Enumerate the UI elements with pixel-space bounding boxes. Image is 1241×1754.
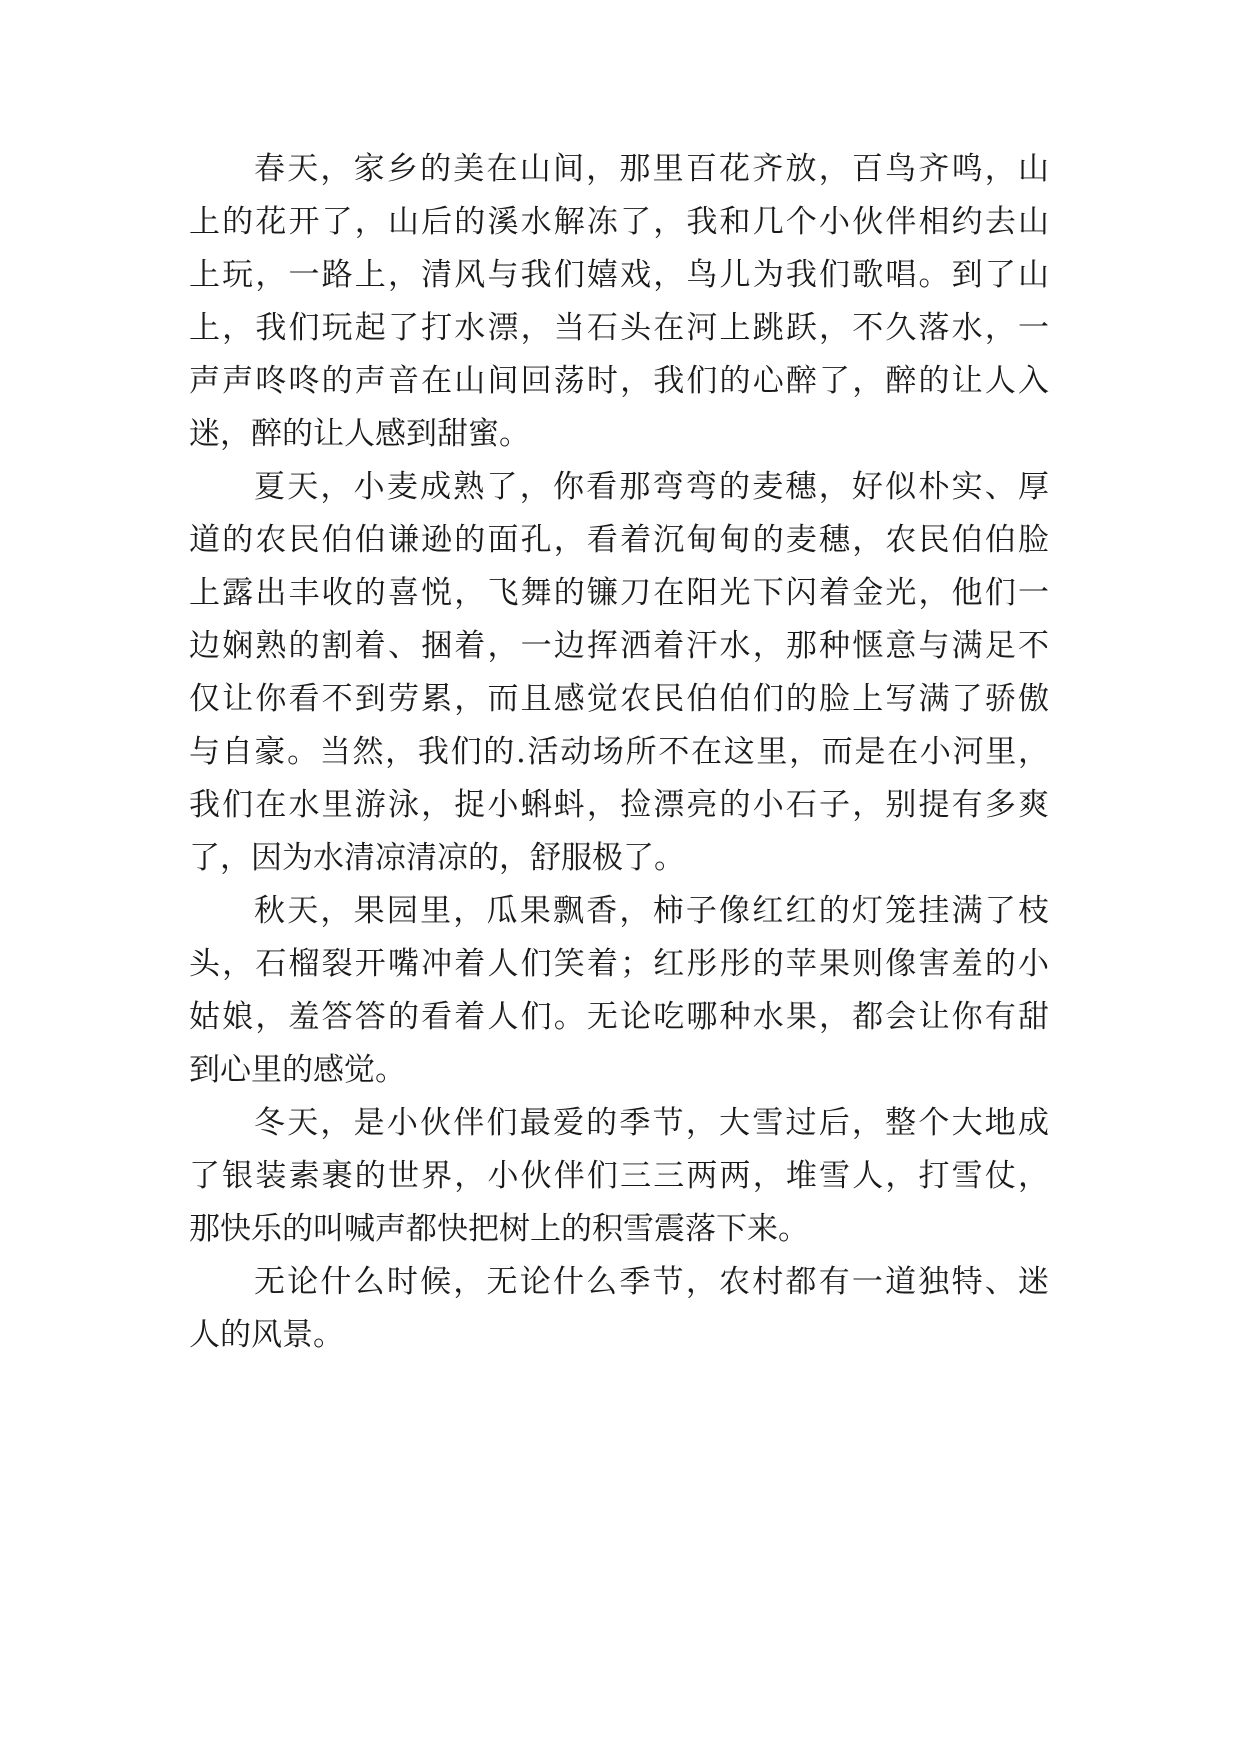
- text-line: 上露出丰收的喜悦，飞舞的镰刀在阳光下闪着金光，他们一: [189, 575, 1049, 611]
- text-line: 我们在水里游泳，捉小蝌蚪，捡漂亮的小石子，别提有多爽: [189, 787, 1049, 823]
- text-line: 秋天，果园里，瓜果飘香，柿子像红红的灯笼挂满了枝: [254, 893, 1049, 929]
- text-line: 无论什么时候，无论什么季节，农村都有一道独特、迷: [254, 1264, 1049, 1300]
- text-line: 仅让你看不到劳累，而且感觉农民伯伯们的脸上写满了骄傲: [189, 681, 1049, 717]
- text-line: 迷，醉的让人感到甜蜜。: [189, 416, 530, 452]
- text-line: 边娴熟的割着、捆着，一边挥洒着汗水，那种惬意与满足不: [189, 628, 1049, 664]
- text-line: 姑娘，羞答答的看着人们。无论吃哪种水果，都会让你有甜: [189, 999, 1049, 1035]
- text-line: 上的花开了，山后的溪水解冻了，我和几个小伙伴相约去山: [189, 204, 1049, 240]
- text-line: 上玩，一路上，清风与我们嬉戏，鸟儿为我们歌唱。到了山: [189, 257, 1049, 293]
- text-line: 上，我们玩起了打水漂，当石头在河上跳跃，不久落水，一: [189, 310, 1049, 346]
- text-line: 冬天，是小伙伴们最爱的季节，大雪过后，整个大地成: [254, 1105, 1049, 1141]
- text-line: 头，石榴裂开嘴冲着人们笑着；红彤彤的苹果则像害羞的小: [189, 946, 1049, 982]
- text-line: 与自豪。当然，我们的.活动场所不在这里，而是在小河里，: [189, 734, 1049, 770]
- text-line: 了银装素裹的世界，小伙伴们三三两两，堆雪人，打雪仗，: [189, 1158, 1049, 1194]
- text-line: 那快乐的叫喊声都快把树上的积雪震落下来。: [189, 1211, 809, 1247]
- text-line: 了，因为水清凉清凉的，舒服极了。: [189, 840, 685, 876]
- text-line: 人的风景。: [189, 1317, 344, 1353]
- text-line: 道的农民伯伯谦逊的面孔，看着沉甸甸的麦穗，农民伯伯脸: [189, 522, 1049, 558]
- text-line: 夏天，小麦成熟了，你看那弯弯的麦穗，好似朴实、厚: [254, 469, 1049, 505]
- text-line: 声声咚咚的声音在山间回荡时，我们的心醉了，醉的让人入: [189, 363, 1049, 399]
- text-line: 春天，家乡的美在山间，那里百花齐放，百鸟齐鸣，山: [254, 151, 1049, 187]
- text-line: 到心里的感觉。: [189, 1052, 406, 1088]
